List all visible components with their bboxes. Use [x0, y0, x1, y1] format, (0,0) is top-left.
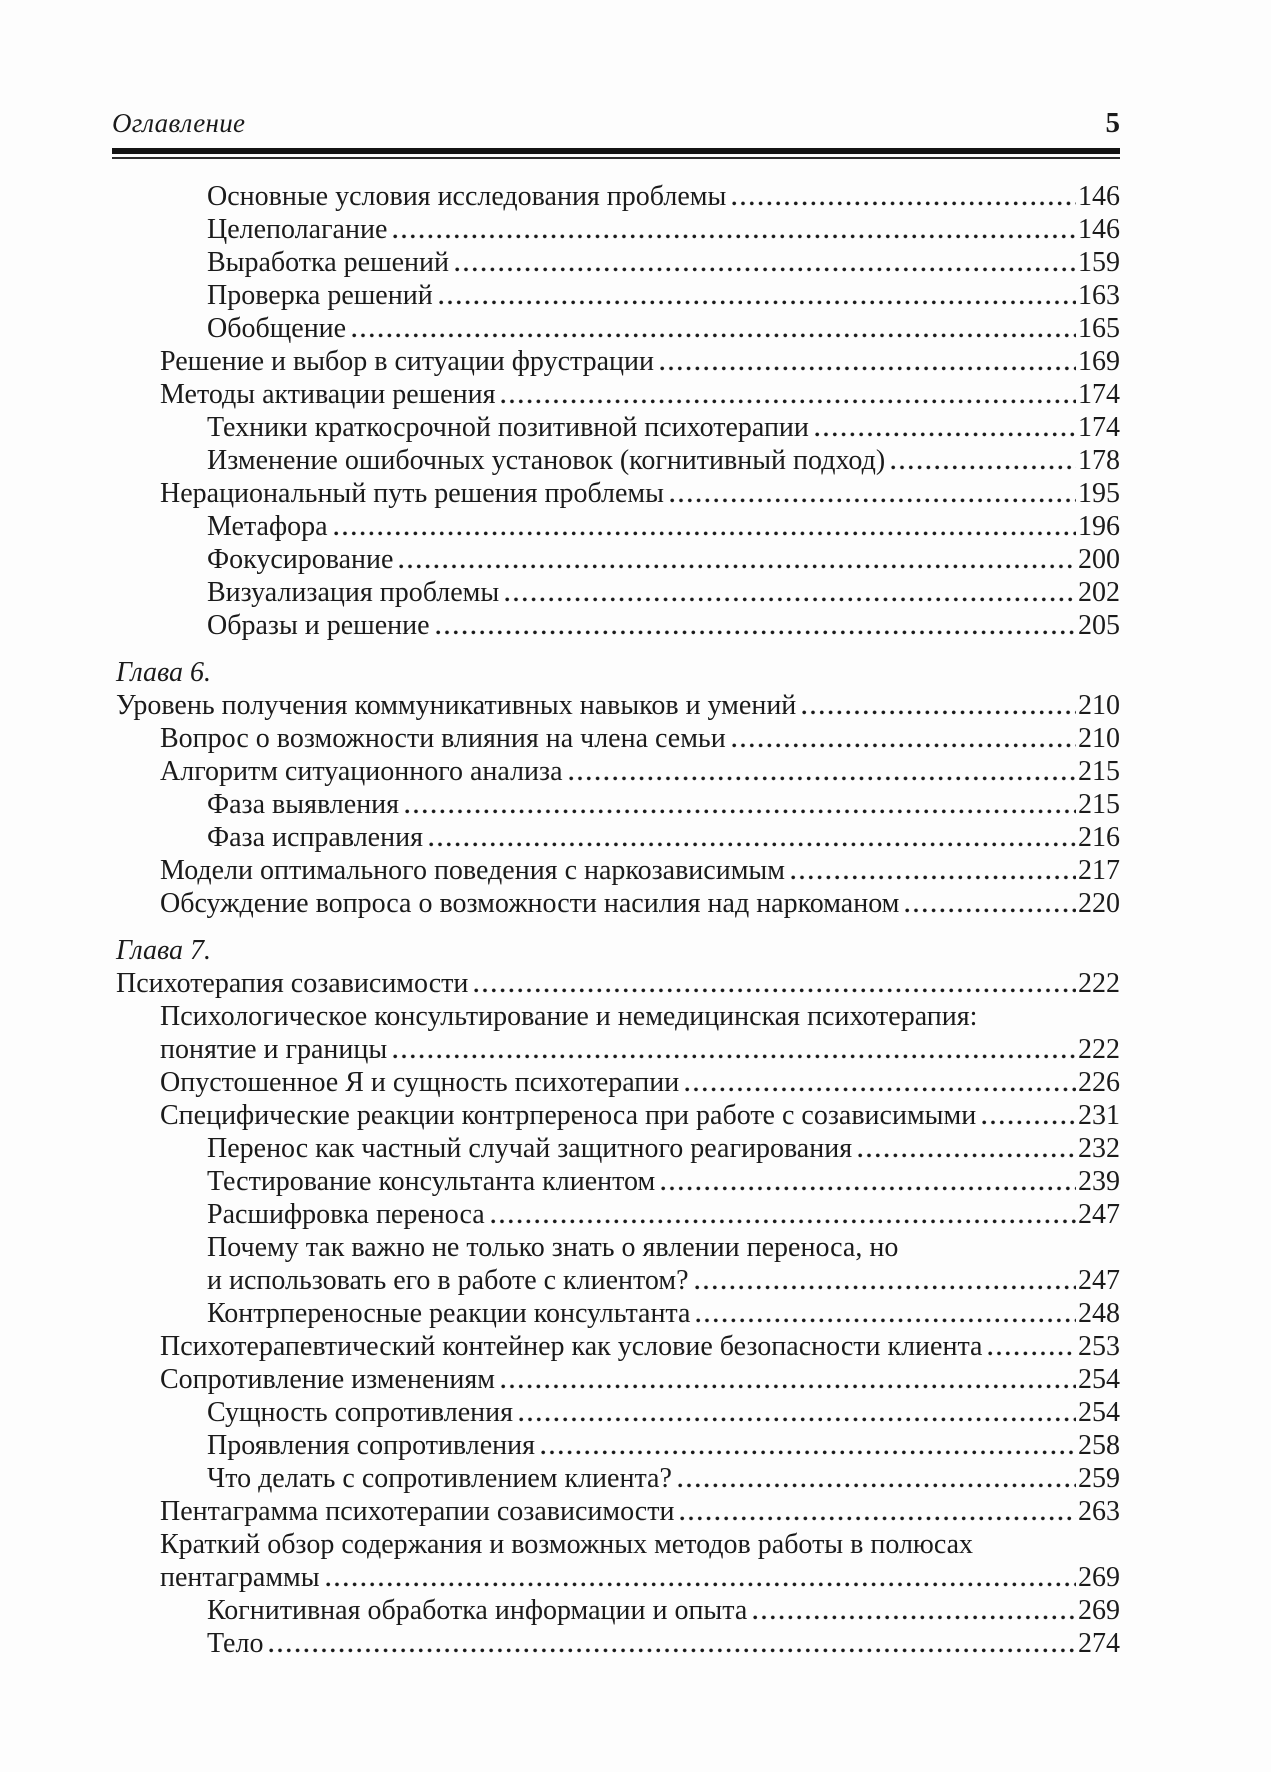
toc-entry-title: Проверка решений	[207, 280, 433, 311]
toc-entry	[207, 312, 1120, 345]
toc-entry	[160, 1528, 1120, 1561]
running-head	[112, 106, 1120, 140]
toc-entry	[116, 689, 1120, 722]
toc-entry	[207, 1429, 1120, 1462]
toc-entry-title: Модели оптимального поведения с наркозависимым	[160, 855, 785, 886]
toc-list	[112, 180, 1120, 1660]
toc-entry-title: Решение и выбор в ситуации фрустрации	[160, 346, 654, 377]
dot-leader	[439, 300, 1076, 305]
dot-leader	[732, 201, 1076, 206]
toc-entry-title: Проявления сопротивления	[207, 1430, 536, 1461]
toc-entry	[207, 576, 1120, 609]
toc-entry	[207, 213, 1120, 246]
toc-entry-title: Методы активации решения	[160, 379, 496, 410]
toc-entry-title: Когнитивная обработка информации и опыта	[207, 1595, 748, 1626]
toc-entry-title: Почему так важно не только знать о явлении переноса, но	[207, 1232, 899, 1263]
toc-entry-page-number: 247	[1078, 1265, 1120, 1296]
toc-entry-page-number: 146	[1078, 181, 1120, 212]
toc-entry	[160, 378, 1120, 411]
toc-entry-title: Обобщение	[207, 313, 347, 344]
dot-leader	[399, 564, 1076, 569]
toc-entry-page-number: 205	[1078, 610, 1120, 641]
dot-leader	[670, 498, 1076, 503]
toc-entry-title: Визуализация проблемы	[207, 577, 500, 608]
toc-entry-page-number: 215	[1078, 756, 1120, 787]
toc-entry	[207, 1264, 1120, 1297]
toc-entry	[160, 1099, 1120, 1132]
toc-entry-page-number: 217	[1078, 855, 1120, 886]
dot-leader	[660, 366, 1076, 371]
header-divider	[112, 148, 1120, 159]
dot-leader	[685, 1087, 1076, 1092]
toc-entry-page-number: 178	[1078, 445, 1120, 476]
toc-entry-page-number: 195	[1078, 478, 1120, 509]
toc-entry-title: пентаграммы	[160, 1562, 320, 1593]
toc-entry-page-number: 254	[1078, 1397, 1120, 1428]
toc-entry-title: Нерациональный путь решения проблемы	[160, 478, 664, 509]
toc-entry	[207, 1462, 1120, 1495]
toc-entry-page-number: 222	[1078, 1034, 1120, 1065]
toc-entry	[207, 510, 1120, 543]
dot-leader	[905, 908, 1076, 913]
toc-entry	[207, 1594, 1120, 1627]
toc-entry-page-number: 239	[1078, 1166, 1120, 1197]
dot-leader	[732, 743, 1076, 748]
toc-entry	[160, 722, 1120, 755]
toc-entry	[207, 1165, 1120, 1198]
dot-leader	[474, 988, 1076, 993]
toc-entry-title: Тело	[207, 1628, 264, 1659]
toc-entry-page-number: 231	[1078, 1100, 1120, 1131]
toc-entry-title: Целеполагание	[207, 214, 388, 245]
toc-entry	[160, 1033, 1120, 1066]
dot-leader	[815, 432, 1076, 437]
toc-entry	[207, 788, 1120, 821]
toc-entry-page-number: 146	[1078, 214, 1120, 245]
toc-entry	[207, 411, 1120, 444]
dot-leader	[334, 531, 1076, 536]
toc-entry-title: Психологическое консультирование и немедицинская психотерапия:	[160, 1001, 978, 1032]
toc-entry-page-number: 174	[1078, 379, 1120, 410]
dot-leader	[678, 1483, 1076, 1488]
toc-entry-page-number: 202	[1078, 577, 1120, 608]
toc-entry-title: Перенос как частный случай защитного реагирования	[207, 1133, 853, 1164]
toc-entry-title: Расшифровка переноса	[207, 1199, 485, 1230]
dot-leader	[491, 1219, 1076, 1224]
toc-entry-page-number: 274	[1078, 1628, 1120, 1659]
toc-entry-title: Основные условия исследования проблемы	[207, 181, 727, 212]
toc-entry	[160, 755, 1120, 788]
toc-entry-title: Сущность сопротивления	[207, 1397, 514, 1428]
dot-leader	[988, 1351, 1076, 1356]
toc-chapter-label	[116, 656, 1120, 689]
dot-leader	[501, 1384, 1076, 1389]
toc-entry	[160, 1000, 1120, 1033]
toc-entry-title: Психотерапия созависимости	[116, 968, 469, 999]
dot-leader	[455, 267, 1076, 272]
toc-entry	[207, 444, 1120, 477]
toc-entry	[207, 246, 1120, 279]
dot-leader	[753, 1615, 1076, 1620]
toc-entry-page-number: 248	[1078, 1298, 1120, 1329]
dot-leader	[501, 399, 1076, 404]
toc-entry-title: Психотерапевтический контейнер как условие безопасности клиента	[160, 1331, 983, 1362]
toc-entry-title: Глава 6.	[116, 657, 211, 688]
toc-entry-title: понятие и границы	[160, 1034, 388, 1065]
toc-entry-page-number: 174	[1078, 412, 1120, 443]
toc-entry-page-number: 258	[1078, 1430, 1120, 1461]
toc-entry-title: Техники краткосрочной позитивной психотерапии	[207, 412, 809, 443]
toc-entry-page-number: 159	[1078, 247, 1120, 278]
toc-entry	[207, 609, 1120, 642]
dot-leader	[436, 630, 1076, 635]
toc-entry-page-number: 226	[1078, 1067, 1120, 1098]
toc-entry	[207, 1231, 1120, 1264]
toc-entry-title: Алгоритм ситуационного анализа	[160, 756, 563, 787]
toc-entry	[160, 1561, 1120, 1594]
toc-entry-page-number: 163	[1078, 280, 1120, 311]
toc-entry	[160, 1363, 1120, 1396]
toc-entry-title: Обсуждение вопроса о возможности насилия над наркоманом	[160, 888, 900, 919]
toc-entry	[160, 345, 1120, 378]
dot-leader	[982, 1120, 1076, 1125]
toc-entry-title: Метафора	[207, 511, 328, 542]
toc-entry-page-number: 254	[1078, 1364, 1120, 1395]
toc-entry-page-number: 210	[1078, 723, 1120, 754]
dot-leader	[891, 465, 1076, 470]
toc-entry-page-number: 232	[1078, 1133, 1120, 1164]
toc-entry	[160, 887, 1120, 920]
toc-entry-page-number: 215	[1078, 789, 1120, 820]
toc-entry-title: Фаза выявления	[207, 789, 400, 820]
dot-leader	[858, 1153, 1076, 1158]
toc-entry	[207, 1396, 1120, 1429]
dot-leader	[393, 1054, 1076, 1059]
page-title: Оглавление	[112, 108, 246, 138]
toc-entry-page-number: 165	[1078, 313, 1120, 344]
toc-entry-title: Глава 7.	[116, 935, 211, 966]
toc-entry-page-number: 259	[1078, 1463, 1120, 1494]
toc-chapter-label	[116, 934, 1120, 967]
dot-leader	[519, 1417, 1076, 1422]
toc-entry	[207, 1627, 1120, 1660]
toc-entry	[207, 1132, 1120, 1165]
toc-entry	[207, 1297, 1120, 1330]
toc-entry	[207, 821, 1120, 854]
toc-entry-title: Фаза исправления	[207, 822, 423, 853]
dot-leader	[405, 809, 1076, 814]
toc-entry-page-number: 269	[1078, 1595, 1120, 1626]
toc-entry-page-number: 196	[1078, 511, 1120, 542]
toc-entry-page-number: 269	[1078, 1562, 1120, 1593]
toc-entry-title: Специфические реакции контрпереноса при работе с созависимыми	[160, 1100, 977, 1131]
toc-entry-page-number: 253	[1078, 1331, 1120, 1362]
toc-entry-title: и использовать его в работе с клиентом?	[207, 1265, 689, 1296]
dot-leader	[541, 1450, 1076, 1455]
toc-entry-page-number: 216	[1078, 822, 1120, 853]
toc-entry	[116, 967, 1120, 1000]
dot-leader	[661, 1186, 1076, 1191]
toc-entry	[207, 1198, 1120, 1231]
dot-leader	[695, 1285, 1077, 1290]
dot-leader	[569, 776, 1076, 781]
toc-entry-title: Пентаграмма психотерапии созависимости	[160, 1496, 675, 1527]
toc-entry	[160, 1330, 1120, 1363]
toc-entry-page-number: 210	[1078, 690, 1120, 721]
dot-leader	[352, 333, 1076, 338]
toc-entry-page-number: 222	[1078, 968, 1120, 999]
toc-entry	[160, 477, 1120, 510]
toc-entry-title: Выработка решений	[207, 247, 450, 278]
toc-entry-title: Сопротивление изменениям	[160, 1364, 495, 1395]
toc-entry-title: Вопрос о возможности влияния на члена семьи	[160, 723, 726, 754]
toc-entry-title: Что делать с сопротивлением клиента?	[207, 1463, 672, 1494]
toc-entry-page-number: 220	[1078, 888, 1120, 919]
toc-entry-title: Контрпереносные реакции консультанта	[207, 1298, 691, 1329]
toc-entry-title: Опустошенное Я и сущность психотерапии	[160, 1067, 680, 1098]
dot-leader	[802, 710, 1076, 715]
toc-entry-title: Уровень получения коммуникативных навыков и умений	[116, 690, 797, 721]
dot-leader	[696, 1318, 1076, 1323]
dot-leader	[791, 875, 1076, 880]
dot-leader	[505, 597, 1076, 602]
toc-entry-title: Фокусирование	[207, 544, 394, 575]
toc-entry-title: Образы и решение	[207, 610, 430, 641]
toc-entry	[207, 543, 1120, 576]
toc-entry	[160, 1495, 1120, 1528]
toc-entry	[160, 1066, 1120, 1099]
toc-entry	[160, 854, 1120, 887]
dot-leader	[680, 1516, 1076, 1521]
page-number: 5	[1105, 107, 1120, 139]
toc-entry-page-number: 200	[1078, 544, 1120, 575]
toc-entry	[207, 180, 1120, 213]
dot-leader	[326, 1582, 1076, 1587]
toc-entry	[207, 279, 1120, 312]
toc-entry-page-number: 263	[1078, 1496, 1120, 1527]
dot-leader	[269, 1648, 1076, 1653]
toc-entry-page-number: 169	[1078, 346, 1120, 377]
dot-leader	[393, 234, 1076, 239]
toc-entry-page-number: 247	[1078, 1199, 1120, 1230]
dot-leader	[429, 842, 1076, 847]
toc-entry-title: Краткий обзор содержания и возможных методов работы в полюсах	[160, 1529, 974, 1560]
toc-entry-title: Тестирование консультанта клиентом	[207, 1166, 656, 1197]
toc-entry-title: Изменение ошибочных установок (когнитивный подход)	[207, 445, 886, 476]
